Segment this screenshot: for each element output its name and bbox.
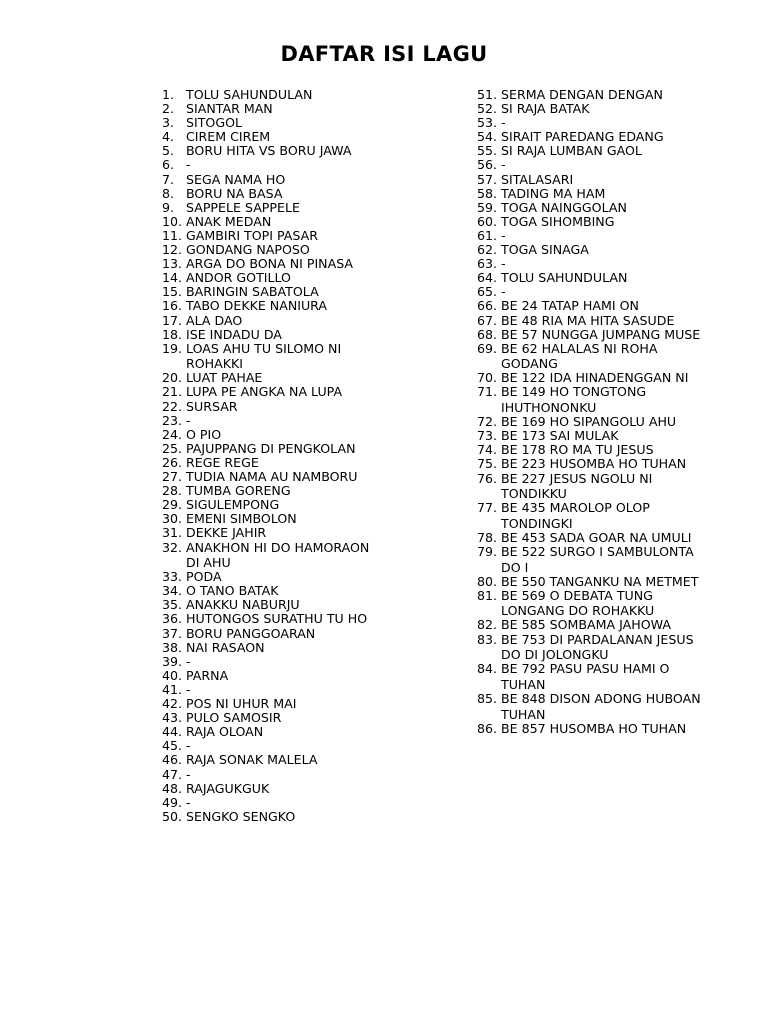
song-number: 29.: [162, 497, 183, 513]
song-number: 9.: [162, 199, 175, 215]
song-number: 35.: [162, 597, 183, 613]
song-number: 72.: [477, 414, 498, 430]
song-number: 62.: [477, 242, 498, 258]
song-number: 7.: [162, 171, 175, 187]
song-title: TOLU SAHUNDULAN: [501, 270, 628, 286]
song-number: 49.: [162, 794, 183, 810]
song-number: 40.: [162, 667, 183, 683]
song-number: 58.: [477, 185, 498, 201]
song-title: -: [186, 681, 191, 697]
song-number: 54.: [477, 129, 498, 145]
song-list-item: [477, 341, 717, 372]
song-title: SIRAIT PAREDANG EDANG: [501, 129, 664, 145]
song-number: 31.: [162, 525, 183, 541]
song-list-item: [477, 632, 717, 663]
song-number: 21.: [162, 384, 183, 400]
song-title: -: [501, 284, 506, 300]
song-list-item: [477, 471, 717, 502]
song-number: 69.: [477, 340, 498, 356]
song-list-item: [477, 691, 717, 722]
song-number: 70.: [477, 370, 498, 386]
song-title: HUTONGOS SURATHU TU HO: [186, 611, 368, 627]
song-title: O PIO: [186, 426, 222, 442]
song-number: 22.: [162, 398, 183, 414]
song-number: 10.: [162, 213, 183, 229]
song-number: 79.: [477, 544, 498, 559]
song-number: 81.: [477, 587, 498, 603]
song-number: 71.: [477, 384, 498, 400]
song-number: 27.: [162, 469, 183, 485]
song-title: BE 169 HO SIPANGOLU AHU: [501, 414, 677, 430]
song-title: BE 753 DI PARDALANAN JESUS DO DI JOLONGKU: [501, 631, 694, 663]
song-list-item: [162, 341, 382, 372]
song-title: BE 48 RIA MA HITA SASUDE: [501, 312, 675, 328]
song-number: 64.: [477, 270, 498, 286]
song-number: 23.: [162, 412, 183, 428]
song-title: BE 149 HO TONGTONG IHUTHONONKU: [501, 384, 647, 416]
song-number: 66.: [477, 298, 498, 314]
song-number: 86.: [477, 720, 498, 736]
song-title: BE 122 IDA HINADENGGAN NI: [501, 370, 689, 386]
song-title: TOLU SAHUNDULAN: [186, 87, 313, 102]
song-title: SITALASARI: [501, 171, 574, 187]
song-number: 41.: [162, 681, 183, 697]
song-title: TADING MA HAM: [501, 185, 606, 201]
song-number: 59.: [477, 199, 498, 215]
song-title: SITOGOL: [186, 115, 243, 131]
song-title: -: [501, 256, 506, 272]
song-number: 39.: [162, 653, 183, 669]
song-list-item: [162, 540, 382, 571]
song-number: 18.: [162, 326, 183, 342]
song-number: 42.: [162, 696, 183, 712]
song-number: 51.: [477, 87, 498, 102]
song-title: REGE REGE: [186, 454, 259, 470]
song-number: 45.: [162, 738, 183, 754]
song-title: PULO SAMOSIR: [186, 710, 282, 726]
page-title: DAFTAR ISI LAGU: [280, 42, 488, 66]
song-list-item: [477, 384, 717, 415]
song-number: 57.: [477, 171, 498, 187]
song-number: 47.: [162, 766, 183, 782]
song-title: -: [501, 115, 506, 131]
song-number: 37.: [162, 625, 183, 641]
song-title: SERMA DENGAN DENGAN: [501, 87, 663, 102]
song-title: BORU PANGGOARAN: [186, 625, 316, 641]
song-title: BE 792 PASU PASU HAMI O TUHAN: [501, 661, 670, 692]
song-number: 75.: [477, 456, 498, 472]
song-title: SENGKO SENGKO: [186, 808, 296, 824]
song-title: SEGA NAMA HO: [186, 171, 286, 187]
song-title: -: [186, 738, 191, 754]
song-list-item: [477, 721, 717, 737]
song-list-item: [477, 544, 717, 575]
song-title: TUDIA NAMA AU NAMBORU: [186, 469, 358, 485]
song-number: 46.: [162, 752, 183, 768]
song-title: -: [186, 653, 191, 669]
song-title: O TANO BATAK: [186, 583, 279, 599]
song-number: 1.: [162, 87, 175, 102]
song-number: 26.: [162, 454, 183, 470]
song-title: BE 569 O DEBATA TUNG LONGANG DO ROHAKKU: [501, 587, 655, 619]
song-title: BE 223 HUSOMBA HO TUHAN: [501, 456, 687, 472]
song-number: 14.: [162, 270, 183, 286]
song-number: 30.: [162, 511, 183, 527]
song-title: BORU HITA VS BORU JAWA: [186, 143, 352, 159]
song-title: PODA: [186, 569, 222, 585]
song-title: RAJAGUKGUK: [186, 780, 270, 796]
song-number: 53.: [477, 115, 498, 131]
song-number: 34.: [162, 583, 183, 599]
song-title: LUPA PE ANGKA NA LUPA: [186, 384, 343, 400]
song-title: -: [186, 157, 191, 173]
song-title: TOGA NAINGGOLAN: [501, 199, 627, 215]
song-list-item: [477, 500, 717, 531]
song-title: -: [186, 766, 191, 782]
song-title: BE 57 NUNGGA JUMPANG MUSE: [501, 326, 701, 342]
song-number: 61.: [477, 227, 498, 243]
song-number: 38.: [162, 639, 183, 655]
song-title: TOGA SIHOMBING: [501, 213, 615, 229]
song-title: LUAT PAHAE: [186, 370, 263, 386]
song-title: DEKKE JAHIR: [186, 525, 267, 541]
song-number: 8.: [162, 185, 175, 201]
song-title: SIGULEMPONG: [186, 497, 280, 513]
song-title: BE 857 HUSOMBA HO TUHAN: [501, 720, 687, 736]
song-number: 11.: [162, 227, 183, 243]
song-number: 36.: [162, 611, 183, 627]
song-number: 74.: [477, 442, 498, 458]
song-title: ARGA DO BONA NI PINASA: [186, 256, 354, 272]
song-number: 44.: [162, 724, 183, 740]
song-title: SIANTAR MAN: [186, 101, 273, 117]
song-title: GAMBIRI TOPI PASAR: [186, 227, 318, 243]
song-title: SI RAJA LUMBAN GAOL: [501, 143, 642, 159]
song-title: RAJA SONAK MALELA: [186, 752, 318, 768]
song-title: SAPPELE SAPPELE: [186, 199, 300, 215]
song-number: 84.: [477, 661, 498, 677]
song-title: TABO DEKKE NANIURA: [186, 298, 328, 314]
song-title: BE 848 DISON ADONG HUBOAN TUHAN: [501, 690, 701, 722]
song-title: -: [501, 157, 506, 173]
song-title: TUMBA GORENG: [186, 483, 291, 499]
song-number: 67.: [477, 312, 498, 328]
song-title: BE 522 SURGO I SAMBULONTA DO I: [501, 544, 694, 575]
song-number: 73.: [477, 428, 498, 444]
song-number: 13.: [162, 256, 183, 272]
song-list-item: [477, 588, 717, 619]
song-list-item: [477, 661, 717, 692]
song-list-item: [162, 809, 382, 825]
song-title: SURSAR: [186, 398, 238, 414]
song-title: TOGA SINAGA: [501, 242, 589, 258]
song-number: 80.: [477, 573, 498, 589]
song-title: BE 585 SOMBAMA JAHOWA: [501, 617, 672, 633]
song-number: 33.: [162, 569, 183, 585]
song-title: -: [186, 794, 191, 810]
song-number: 19.: [162, 340, 183, 356]
song-title: EMENI SIMBOLON: [186, 511, 297, 527]
song-title: GONDANG NAPOSO: [186, 242, 310, 258]
song-number: 3.: [162, 115, 175, 131]
song-number: 15.: [162, 284, 183, 300]
song-number: 83.: [477, 631, 498, 647]
song-number: 78.: [477, 529, 498, 545]
song-number: 4.: [162, 129, 175, 145]
song-title: ANAKKU NABURJU: [186, 597, 300, 613]
song-number: 50.: [162, 808, 183, 824]
song-title: PAJUPPANG DI PENGKOLAN: [186, 440, 356, 456]
song-title: BE 435 MAROLOP OLOP TONDINGKI: [501, 500, 650, 531]
song-title: -: [501, 227, 506, 243]
song-title: LOAS AHU TU SILOMO NI ROHAKKI: [186, 340, 342, 372]
song-list-right-column: [477, 87, 717, 735]
song-title: BARINGIN SABATOLA: [186, 284, 319, 300]
song-number: 48.: [162, 780, 183, 796]
song-title: BE 550 TANGANKU NA METMET: [501, 573, 699, 589]
song-number: 20.: [162, 370, 183, 386]
song-number: 76.: [477, 470, 498, 486]
song-title: NAI RASAON: [186, 639, 265, 655]
song-number: 82.: [477, 617, 498, 633]
song-number: 2.: [162, 101, 175, 117]
song-number: 6.: [162, 157, 175, 173]
song-title: SI RAJA BATAK: [501, 101, 590, 117]
song-title: ANAKHON HI DO HAMORAON DI AHU: [186, 539, 370, 571]
song-number: 65.: [477, 284, 498, 300]
song-title: BE 173 SAI MULAK: [501, 428, 619, 444]
song-number: 17.: [162, 312, 183, 328]
song-title: BORU NA BASA: [186, 185, 283, 201]
song-number: 32.: [162, 539, 183, 555]
song-number: 25.: [162, 440, 183, 456]
song-title: BE 62 HALALAS NI ROHA GODANG: [501, 340, 658, 372]
song-number: 55.: [477, 143, 498, 159]
song-number: 52.: [477, 101, 498, 117]
song-title: CIREM CIREM: [186, 129, 271, 145]
song-title: POS NI UHUR MAI: [186, 696, 297, 712]
song-number: 5.: [162, 143, 175, 159]
song-number: 24.: [162, 426, 183, 442]
song-list-left-column: [162, 87, 382, 823]
song-title: BE 24 TATAP HAMI ON: [501, 298, 639, 314]
song-number: 28.: [162, 483, 183, 499]
song-number: 56.: [477, 157, 498, 173]
song-number: 63.: [477, 256, 498, 272]
song-number: 12.: [162, 242, 183, 258]
song-title: ALA DAO: [186, 312, 243, 328]
song-number: 16.: [162, 298, 183, 314]
song-title: BE 453 SADA GOAR NA UMULI: [501, 529, 692, 545]
song-number: 68.: [477, 326, 498, 342]
song-title: ANDOR GOTILLO: [186, 270, 291, 286]
song-number: 43.: [162, 710, 183, 726]
song-title: -: [186, 412, 191, 428]
song-number: 77.: [477, 500, 498, 516]
song-title: BE 178 RO MA TU JESUS: [501, 442, 654, 458]
song-number: 60.: [477, 213, 498, 229]
song-title: ANAK MEDAN: [186, 213, 272, 229]
song-title: PARNA: [186, 667, 229, 683]
song-title: BE 227 JESUS NGOLU NI TONDIKKU: [501, 470, 653, 502]
song-title: RAJA OLOAN: [186, 724, 264, 740]
song-title: ISE INDADU DA: [186, 326, 282, 342]
song-number: 85.: [477, 690, 498, 706]
